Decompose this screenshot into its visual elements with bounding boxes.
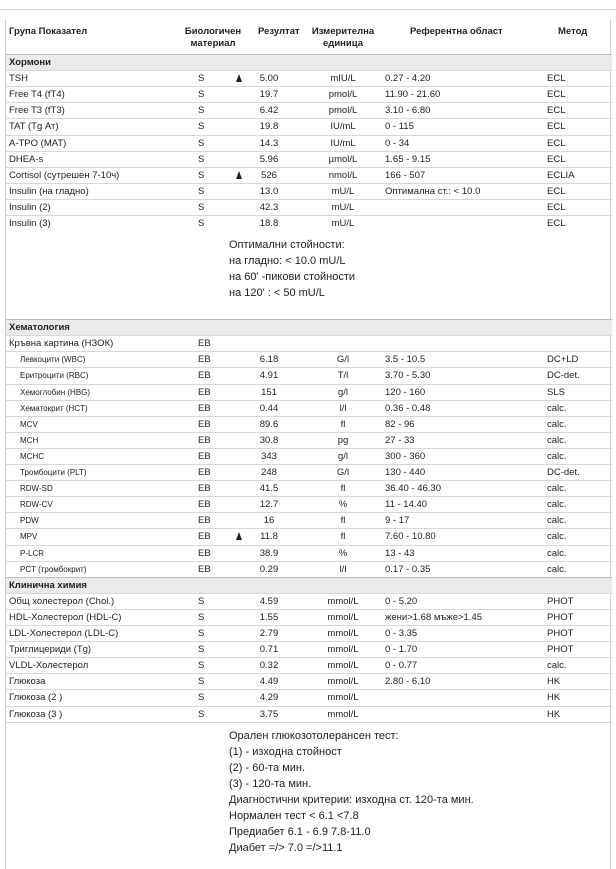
table-row <box>6 151 612 167</box>
table-row <box>6 384 612 400</box>
table-row <box>6 351 612 367</box>
table-row <box>6 135 612 151</box>
section-title: Клинична химия <box>9 579 87 591</box>
test-name: PDW <box>20 516 39 526</box>
method: ECL <box>547 121 566 133</box>
note-block <box>229 237 355 301</box>
unit: T/l <box>337 370 349 382</box>
material: S <box>198 121 205 133</box>
note-line: Диагностични критерии: изходна ст. 120-та мин. <box>229 793 474 806</box>
results-table <box>5 20 611 869</box>
note-line: (3) - 120-та мин. <box>229 777 312 790</box>
result-value: 6.18 <box>259 354 279 366</box>
material: S <box>198 153 205 165</box>
reference-range: 0.27 - 4.20 <box>385 73 431 85</box>
material: EB <box>198 483 211 495</box>
note-line: Орален глюкозотолерансен тест: <box>229 729 399 742</box>
material: S <box>198 89 205 101</box>
reference-range: 3.10 - 6.80 <box>385 105 431 117</box>
reference-range: 0 - 115 <box>385 121 414 133</box>
material: S <box>198 137 205 149</box>
material: S <box>198 708 205 720</box>
reference-range: 36.40 - 46.30 <box>385 483 441 495</box>
material: S <box>198 692 205 704</box>
reference-range: 0 - 0.77 <box>385 660 418 672</box>
table-row <box>6 657 612 673</box>
section-title: Хормони <box>9 57 51 68</box>
table-row <box>6 496 612 512</box>
method: SLS <box>547 386 565 398</box>
test-name: RDW-SD <box>20 484 53 494</box>
material: EB <box>198 354 211 366</box>
test-name: Тромбоцити (PLT) <box>20 468 87 477</box>
reference-range: 0 - 34 <box>385 137 410 149</box>
test-name: Еритроцити (RBC) <box>20 371 89 381</box>
method: calc. <box>547 660 567 672</box>
material: S <box>198 201 205 213</box>
high-flag-icon <box>236 532 242 540</box>
material: S <box>198 73 205 85</box>
result-value: 5.96 <box>259 153 279 165</box>
result-value: 12.7 <box>259 499 279 511</box>
reference-range: 300 - 360 <box>385 450 426 462</box>
table-row <box>6 609 612 625</box>
high-flag-icon <box>236 171 242 179</box>
test-name: Триглицериди (Tg) <box>9 644 92 656</box>
note-line: на гладно: < 10.0 mU/L <box>229 255 346 268</box>
method: ECL <box>547 185 566 197</box>
reference-range: 166 - 507 <box>385 169 426 181</box>
material: EB <box>198 402 211 414</box>
test-name: Insulin (на гладно) <box>9 185 89 197</box>
table-row <box>6 673 612 689</box>
material: EB <box>198 563 211 575</box>
result-value: 4.29 <box>259 692 279 704</box>
material: EB <box>198 418 211 430</box>
test-name: Левкоцити (WBC) <box>20 355 86 365</box>
method: calc. <box>547 402 567 414</box>
method: calc. <box>547 418 567 430</box>
unit: mIU/L <box>330 73 356 85</box>
table-row <box>6 86 612 102</box>
test-name: TSH <box>9 73 28 85</box>
unit: mmol/L <box>327 595 359 607</box>
unit: % <box>338 547 348 559</box>
test-name: TAT (Tg Ат) <box>9 121 59 133</box>
test-name: Free T3 (fT3) <box>9 105 65 117</box>
material: EB <box>198 531 211 543</box>
section-header <box>6 54 612 70</box>
unit: mU/L <box>331 185 355 197</box>
reference-range: 82 - 96 <box>385 418 415 430</box>
reference-range: 11 - 14.40 <box>385 499 428 511</box>
test-name: Глюкоза <box>9 676 46 688</box>
result-value: 526 <box>261 169 277 181</box>
test-name: VLDL-Холестерол <box>9 660 89 672</box>
header-material: Биологичен материал <box>184 26 242 49</box>
material: EB <box>198 434 211 446</box>
material: S <box>198 105 205 117</box>
result-value: 18.8 <box>259 218 279 229</box>
material: S <box>198 595 205 607</box>
table-row <box>6 102 612 118</box>
table-row <box>6 689 612 705</box>
header-result: Резултат <box>258 26 300 37</box>
result-value: 6.42 <box>259 105 279 117</box>
test-name: Хемоглобин (HBG) <box>20 387 91 397</box>
table-row <box>6 432 612 448</box>
material: EB <box>198 467 211 478</box>
note-line: Диабет =/> 7.0 =/>11.1 <box>229 841 343 854</box>
result-value: 30.8 <box>259 434 279 446</box>
test-name: P-LCR <box>20 548 45 558</box>
test-name: A-TPO (MAT) <box>9 137 67 149</box>
material: EB <box>198 499 211 511</box>
unit: G/l <box>336 467 350 478</box>
method: ECL <box>547 153 566 165</box>
unit: mmol/L <box>327 692 359 704</box>
result-value: 2.79 <box>259 628 279 639</box>
unit: pg <box>337 434 349 446</box>
unit: mmol/L <box>327 628 359 639</box>
note-line: на 120' : < 50 mU/L <box>229 287 325 300</box>
note-block <box>229 728 474 856</box>
result-value: 19.7 <box>259 89 279 101</box>
note-line: (1) - изходна стойност <box>229 745 342 758</box>
table-row <box>6 561 612 577</box>
method: HK <box>547 692 561 704</box>
unit: fl <box>340 418 346 430</box>
reference-range: 0 - 3.35 <box>385 628 418 639</box>
unit: mU/L <box>331 218 355 229</box>
section-header <box>6 319 612 335</box>
method: DC+LD <box>547 354 579 366</box>
method: calc. <box>547 450 567 462</box>
result-value: 0.71 <box>259 644 279 656</box>
unit: mmol/L <box>327 611 359 623</box>
section-title: Хематология <box>9 322 70 334</box>
unit: fl <box>340 483 346 495</box>
result-value: 151 <box>261 386 277 398</box>
result-value: 11.8 <box>260 531 278 543</box>
unit: mmol/L <box>327 644 359 656</box>
reference-range: 13 - 43 <box>385 547 415 559</box>
method: DC-det. <box>547 370 580 382</box>
unit: l/l <box>339 563 347 575</box>
method: calc. <box>547 531 567 543</box>
method: ECL <box>547 137 566 149</box>
test-name: Глюкоза (2 ) <box>9 692 63 704</box>
test-name: Хематокрит (HCT) <box>20 403 88 413</box>
table-row <box>6 70 612 86</box>
material: EB <box>198 450 211 462</box>
unit: g/l <box>337 450 349 462</box>
table-row <box>6 183 612 199</box>
table-row <box>6 215 612 231</box>
test-name: Cortisol (сутрешен 7-10ч) <box>9 169 120 181</box>
table-row <box>6 545 612 561</box>
table-row <box>6 416 612 432</box>
note-line: Оптимални стойности: <box>229 239 345 252</box>
material: S <box>198 611 205 623</box>
method: ECL <box>547 73 566 85</box>
method: HK <box>547 708 561 720</box>
result-value: 89.6 <box>259 418 279 430</box>
top-divider <box>0 9 616 10</box>
table-row <box>6 335 612 351</box>
result-value: 1.55 <box>259 611 279 623</box>
test-name: Глюкоза (3 ) <box>9 708 63 720</box>
material: S <box>198 628 205 639</box>
result-value: 0.32 <box>259 660 279 672</box>
method: ECL <box>547 105 566 117</box>
test-name: Insulin (3) <box>9 218 51 229</box>
result-value: 42.3 <box>259 201 279 213</box>
test-name: MCHC <box>20 451 44 461</box>
reference-range: Оптимална ст.: < 10.0 <box>385 185 481 197</box>
unit: pmol/L <box>328 105 358 117</box>
material: S <box>198 218 205 229</box>
reference-range: жени>1.68 мъже>1.45 <box>385 611 483 623</box>
table-row <box>6 593 612 609</box>
unit: fl <box>340 531 346 543</box>
reference-range: 27 - 33 <box>385 434 415 446</box>
result-value: 4.59 <box>259 595 279 607</box>
reference-range: 9 - 17 <box>385 515 410 527</box>
reference-range: 0.36 - 0.48 <box>385 402 431 414</box>
material: EB <box>198 370 211 382</box>
unit: l/l <box>339 402 347 414</box>
test-name: Insulin (2) <box>9 201 51 213</box>
method: calc. <box>547 547 567 559</box>
method: calc. <box>547 563 567 575</box>
unit: mU/L <box>331 201 355 213</box>
material: S <box>198 676 205 688</box>
test-name: MCH <box>20 435 39 445</box>
result-value: 16 <box>263 515 275 527</box>
method: PHOT <box>547 628 574 639</box>
method: calc. <box>547 515 567 527</box>
result-value: 4.49 <box>259 676 279 688</box>
reference-range: 3.5 - 10.5 <box>385 354 426 366</box>
material: S <box>198 185 205 197</box>
table-row <box>6 448 612 464</box>
method: ECL <box>547 218 566 229</box>
table-row <box>6 512 612 528</box>
note-line: Нормален тест < 6.1 <7.8 <box>229 809 359 822</box>
reference-range: 120 - 160 <box>385 386 426 398</box>
method: calc. <box>547 499 567 511</box>
material: EB <box>198 547 211 559</box>
test-name: Общ холестерол (Chol.) <box>9 595 115 607</box>
method: PHOT <box>547 644 574 656</box>
result-value: 3.75 <box>259 708 279 720</box>
test-name: MPV <box>20 532 38 542</box>
note-line: Предиабет 6.1 - 6.9 7.8-11.0 <box>229 825 371 838</box>
material: S <box>198 644 205 656</box>
material: S <box>198 660 205 672</box>
note-line: на 60' -пикови стойности <box>229 271 356 284</box>
result-value: 0.44 <box>259 402 279 414</box>
method: ECLIA <box>547 169 575 181</box>
unit: G/l <box>336 354 350 366</box>
result-value: 0.29 <box>259 563 279 575</box>
header-unit: Измерителна единица <box>311 26 375 49</box>
method: PHOT <box>547 611 574 623</box>
method: HK <box>547 676 561 688</box>
unit: mmol/L <box>327 660 359 672</box>
unit: g/l <box>337 386 349 398</box>
method: calc. <box>547 434 567 446</box>
reference-range: 2.80 - 6.10 <box>385 676 431 688</box>
table-row <box>6 400 612 416</box>
unit: fl <box>340 515 346 527</box>
reference-range: 130 - 440 <box>385 467 426 478</box>
table-row <box>6 480 612 496</box>
test-name: PCT (тромбокрит) <box>20 564 87 574</box>
unit: pmol/L <box>328 89 358 101</box>
table-row <box>6 367 612 383</box>
method: PHOT <box>547 595 574 607</box>
table-row <box>6 118 612 134</box>
result-value: 343 <box>261 450 277 462</box>
unit: nmol/L <box>328 169 358 181</box>
test-name: MCV <box>20 419 38 429</box>
reference-range: 11.90 - 21.60 <box>385 89 441 101</box>
method: ECL <box>547 89 566 101</box>
method: ECL <box>547 201 566 213</box>
result-value: 4.91 <box>259 370 279 382</box>
result-value: 13.0 <box>259 185 279 197</box>
test-name: Кръвна картина (НЗОК) <box>9 338 114 350</box>
table-row <box>6 641 612 657</box>
unit: µmol/L <box>328 153 358 165</box>
test-name: HDL-Холестерол (HDL-C) <box>9 611 122 623</box>
note-line: (2) - 60-та мин. <box>229 761 306 774</box>
test-name: LDL-Холестерол (LDL-C) <box>9 628 119 639</box>
reference-range: 0.17 - 0.35 <box>385 563 431 575</box>
unit: % <box>338 499 348 511</box>
reference-range: 7.60 - 10.80 <box>385 531 436 543</box>
material: EB <box>198 386 211 398</box>
unit: IU/mL <box>330 137 356 149</box>
table-row <box>6 167 612 183</box>
reference-range: 0 - 1.70 <box>385 644 418 656</box>
header-reference: Референтна област <box>410 26 503 37</box>
unit: IU/mL <box>330 121 356 133</box>
material: EB <box>198 338 211 350</box>
reference-range: 0 - 5.20 <box>385 595 418 607</box>
high-flag-icon <box>236 74 242 82</box>
table-row <box>6 528 612 544</box>
material: EB <box>198 515 211 527</box>
result-value: 14.3 <box>259 137 279 149</box>
reference-range: 3.70 - 5.30 <box>385 370 431 382</box>
table-row <box>6 625 612 641</box>
method: calc. <box>547 483 567 495</box>
result-value: 19.8 <box>259 121 279 133</box>
table-row <box>6 706 612 722</box>
table-divider <box>6 722 612 723</box>
result-value: 5.00 <box>259 73 279 85</box>
test-name: RDW-CV <box>20 500 53 510</box>
method: DC-det. <box>547 467 580 478</box>
header-group: Група Показател <box>9 26 88 37</box>
section-header <box>6 577 612 593</box>
table-header <box>6 20 612 54</box>
test-name: DHEA-s <box>9 153 44 165</box>
test-name: Free T4 (fT4) <box>9 89 65 101</box>
unit: mmol/L <box>327 708 359 720</box>
header-method: Метод <box>558 26 588 37</box>
unit: mmol/L <box>327 676 359 688</box>
reference-range: 1.65 - 9.15 <box>385 153 431 165</box>
result-value: 41.5 <box>259 483 279 495</box>
result-value: 248 <box>261 467 277 478</box>
material: S <box>198 169 205 181</box>
table-row <box>6 199 612 215</box>
result-value: 38.9 <box>259 547 279 559</box>
table-row <box>6 464 612 480</box>
